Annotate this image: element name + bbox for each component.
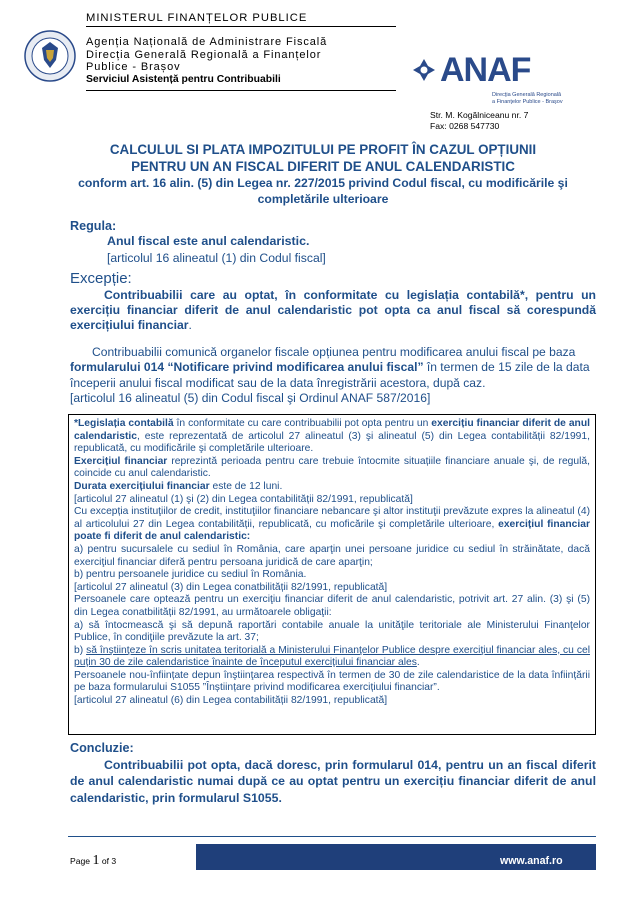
- box-para-11: b) să înştiinţeze în scris unitatea teritorială a Ministerului Finanţelor Publice despre exerciţiul financiar ales, cu cel puţin 30 de zile calendaristice înainte de începutul exerciţiului financiar ales.: [74, 644, 590, 669]
- conclusion-text: Contribuabilii pot opta, dacă doresc, prin formularul 014, pentru un an fiscal diferit de anul calendaristic numai după ce au optat pentru un exercițiu financiar diferit de anul calendaristic, prin formularul S1055.: [70, 758, 596, 805]
- anaf-logo-subtitle: Direcţia Generală Regională a Finanţelor Publice - Braşov: [492, 92, 563, 105]
- box-para-2: Exercițiul financiar reprezintă perioada pentru care trebuie întocmite situațiile financiare anuale şi, de regulă, coincide cu anul calendaristic.: [74, 455, 591, 480]
- title-line-4: completările ulterioare: [257, 192, 389, 206]
- box-para-8: [articolul 27 alineatul (3) din Legea conatbilității 82/1991, republicată]: [74, 581, 388, 593]
- title-line-3: conform art. 16 alin. (5) din Legea nr. 227/2015 privind Codul fiscal, cu modificările şi: [78, 176, 568, 190]
- anaf-logo: [412, 50, 562, 90]
- box-para-13: [articolul 27 alineatul (6) din Legea contabilității 82/1991, republicată]: [74, 695, 388, 707]
- box-para-9: Persoanele care optează pentru un exerciţiu financiar diferit de anul calendaristic, potrivit art. 27 alin. (3) şi (5) din Legea conatbilității 82/1991, au următoarele obligaţii:: [74, 594, 590, 618]
- address-fax: Fax: 0268 547730: [430, 120, 500, 131]
- romania-emblem-seal: [24, 30, 76, 82]
- header-divider-bottom: [86, 90, 396, 91]
- agency-line-2: Direcția Generală Regională a Finanțelor: [86, 48, 322, 61]
- ministry-name: MINISTERUL FINANȚELOR PUBLICE: [86, 12, 308, 24]
- agency-name: [86, 36, 386, 74]
- address-street: Str. M. Kogălniceanu nr. 7: [430, 110, 529, 120]
- box-para-1: *Legislația contabilă în conformitate cu care contribuabilii pot opta pentru un exercițiu financiar diferit de anul calendaristic, este reprezentată de articolul 27 alineatul (3) şi alineatul (5) din Legea contabilității 82/1991, republicată, cu modificările şi completările ulterioare.: [74, 418, 590, 455]
- document-title: [60, 142, 586, 207]
- title-line-2: PENTRU UN AN FISCAL DIFERIT DE ANUL CALENDARISTIC: [131, 158, 515, 174]
- box-para-7: b) pentru persoanele juridice cu sediul în România.: [74, 569, 307, 581]
- notification-paragraph: Contribuabilii comunică organelor fiscale opțiunea pentru modificarea anului fiscal pe baza formularului 014 “Notificare privind modificarea anului fiscal” în termen de 15 zile de la data începerii anului fiscal modificat sau de la data înregistrării acestora, după caz. [articolul 16 alineatul (5) din Codul fiscal şi Ordinul ANAF 587/2016]: [70, 345, 596, 407]
- notification-reference: [articolul 16 alineatul (5) din Codul fiscal şi Ordinul ANAF 587/2016]: [70, 391, 431, 406]
- box-para-6: a) pentru sucursalele cu sediul în România, care aparţin unei persoane juridice cu sediul în străinătate, dacă exerciţiul financiar diferă pentru persoana juridică de care aparţin;: [74, 543, 590, 568]
- rule-reference: [articolul 16 alineatul (1) din Codul fiscal]: [107, 251, 326, 265]
- rule-label: Regula:: [70, 219, 117, 233]
- box-para-3: Durata exercițiului financiar este de 12 luni.: [74, 480, 283, 492]
- exception-label: Excepție:: [70, 270, 132, 287]
- agency-line-3: Publice - Brașov: [86, 61, 181, 74]
- header-divider-top: [86, 26, 396, 27]
- footer-divider: [68, 836, 596, 837]
- agency-line-1: Agenția Națională de Administrare Fiscală: [86, 36, 328, 48]
- service-name: Serviciul Asistență pentru Contribuabili: [86, 74, 281, 85]
- box-para-12: Persoanele nou-înființate depun înştiinţarea respectivă în termen de 30 de zile calendaristice de la data înființării pe baza formularului S1055 ”Înștiințare privind modificarea exercițiului financiar”.: [74, 669, 590, 694]
- legislation-note-box: [68, 414, 596, 735]
- box-para-5: Cu excepția instituţiilor de credit, instituţiilor financiare nebancare şi altor instituţii prevăzute expres la alineatul (4) al articolului 27 din Legea contabilității, republicată, cu moficările şi completările ulterioare, exercițiul financiar poate fi diferit de anul calendaristic:: [74, 506, 590, 543]
- exception-text: Contribuabilii care au optat, în conformitate cu legislația contabilă*, pentru un exercițiu financiar diferit de anul calendaristic pot opta ca anul fiscal să corespundă exercițiului financiar.: [70, 288, 596, 333]
- contact-address: [430, 110, 528, 131]
- rule-text: Anul fiscal este anul calendaristic.: [107, 234, 310, 248]
- footer-url-link[interactable]: www.anaf.ro: [500, 855, 563, 867]
- box-para-4: [articolul 27 alineatul (1) şi (2) din Legea contabilității 82/1991, republicată]: [74, 493, 413, 505]
- page-indicator: Page 1 of 3: [70, 853, 117, 868]
- anaf-logo-text: ANAF: [440, 51, 531, 89]
- title-line-1: CALCULUL SI PLATA IMPOZITULUI PE PROFIT ÎN CAZUL OPȚIUNII: [109, 142, 537, 157]
- box-para-10: a) să întocmească şi să depună raportări contabile anuale la unităţile teritoriale ale Ministerului Finanţelor Publice, în condiţiile prevăzute la art. 37;: [74, 619, 590, 644]
- conclusion-label: Concluzie:: [70, 741, 134, 755]
